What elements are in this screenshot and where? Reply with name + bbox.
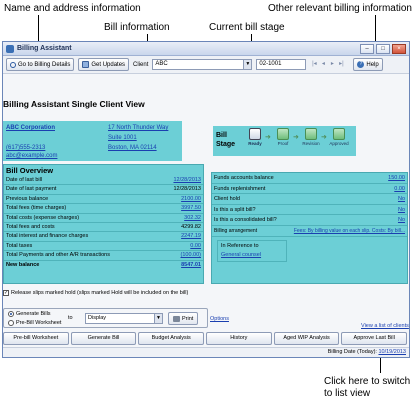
page-title: Billing Assistant Single Client View bbox=[3, 99, 145, 109]
row-value: 4299.82 bbox=[181, 223, 201, 230]
row-value-link[interactable]: 8547.01 bbox=[181, 261, 201, 268]
next-client-arrow-icon[interactable]: ▸ bbox=[330, 61, 334, 67]
row-label: Is this a split bill? bbox=[214, 206, 256, 213]
bill-stage-label-line1: Bill bbox=[216, 132, 227, 139]
row-label: Client hold bbox=[214, 196, 240, 203]
row-value-link[interactable]: Fees: By billing value on each slip. Costs: By bill... bbox=[293, 227, 405, 234]
table-row bbox=[4, 185, 203, 194]
billing-date-link[interactable]: 10/19/2013 bbox=[378, 349, 406, 355]
title-bar bbox=[3, 42, 409, 56]
reference-label: In Reference to bbox=[221, 243, 259, 249]
row-label: Total interest and finance charges bbox=[6, 233, 89, 240]
callout-bill-info: Bill information bbox=[104, 22, 170, 33]
stage-step-revision[interactable] bbox=[301, 128, 321, 146]
company-name-link[interactable]: ABC Corporation bbox=[6, 125, 55, 131]
maximize-button[interactable]: □ bbox=[376, 44, 390, 54]
row-value-link[interactable]: 12/28/2013 bbox=[173, 177, 201, 183]
update-icon bbox=[82, 61, 89, 68]
table-row bbox=[212, 194, 407, 205]
table-row bbox=[4, 176, 203, 185]
bill-stage-panel bbox=[213, 126, 356, 156]
table-row bbox=[4, 232, 203, 241]
release-hold-checkbox[interactable]: ✓ bbox=[4, 290, 9, 296]
table-row bbox=[4, 261, 203, 270]
table-row bbox=[4, 242, 203, 251]
status-bar bbox=[3, 347, 409, 357]
bill-overview-title: Bill Overview bbox=[6, 166, 54, 175]
stage-arrow-icon: ➜ bbox=[321, 134, 327, 141]
client-id-field[interactable]: 02-1001 bbox=[256, 59, 306, 70]
callout-switch-view-line2: to list view bbox=[324, 388, 371, 399]
go-to-billing-details-button[interactable] bbox=[6, 58, 74, 71]
history-button[interactable]: History bbox=[206, 332, 272, 345]
generate-bills-label: Generate Bills bbox=[16, 311, 51, 317]
previous-client-arrow-icon[interactable]: ◂ bbox=[321, 61, 325, 67]
view-list-of-clients-link[interactable]: View a list of clients bbox=[361, 323, 409, 329]
get-updates-label: Get Updates bbox=[91, 61, 126, 68]
help-button[interactable] bbox=[353, 58, 382, 71]
reference-box bbox=[217, 240, 287, 262]
row-value-link[interactable]: 0.00 bbox=[394, 185, 405, 192]
client-navigation bbox=[310, 60, 345, 69]
window-title: Billing Assistant bbox=[17, 45, 72, 52]
row-value-link[interactable]: 0.00 bbox=[190, 242, 201, 249]
row-value-link[interactable]: No bbox=[397, 206, 405, 213]
row-label: Total fees (time charges) bbox=[6, 205, 67, 212]
window-controls bbox=[360, 44, 406, 54]
table-row bbox=[212, 184, 407, 195]
print-button[interactable] bbox=[168, 312, 198, 325]
stage-step-revision-label: Revision bbox=[302, 141, 320, 146]
generate-bills-option[interactable] bbox=[8, 311, 51, 317]
table-row bbox=[4, 223, 203, 232]
approved-icon bbox=[333, 128, 345, 140]
row-value-link[interactable]: No bbox=[397, 196, 405, 203]
stage-step-approved[interactable] bbox=[329, 128, 349, 146]
city-link[interactable]: Boston, MA 02114 bbox=[108, 145, 157, 151]
row-label: Previous balance bbox=[6, 195, 49, 202]
table-row bbox=[212, 226, 407, 237]
callout-switch-view-line1: Click here to switch bbox=[324, 376, 411, 387]
generate-bill-button[interactable]: Generate Bill bbox=[71, 332, 137, 345]
release-hold-row bbox=[3, 290, 188, 296]
magnifier-icon bbox=[10, 62, 16, 68]
callout-other-billing: Other relevant billing information bbox=[268, 3, 412, 14]
action-bar bbox=[3, 332, 407, 345]
generate-options-box bbox=[3, 308, 208, 328]
help-label: Help bbox=[366, 61, 379, 68]
revision-icon bbox=[305, 128, 317, 140]
ready-icon bbox=[249, 128, 261, 140]
reference-link[interactable]: General counsel bbox=[221, 252, 262, 258]
row-label: Is this a consolidated bill? bbox=[214, 217, 277, 224]
go-to-billing-details-label: Go to Billing Details bbox=[18, 61, 71, 68]
phone-link[interactable]: (617)555-2313 bbox=[6, 145, 46, 151]
callout-current-stage: Current bill stage bbox=[209, 22, 285, 33]
close-button[interactable]: × bbox=[392, 44, 406, 54]
table-row bbox=[4, 204, 203, 213]
minimize-button[interactable]: – bbox=[360, 44, 374, 54]
generate-bills-radio[interactable] bbox=[8, 311, 14, 317]
row-value-link[interactable]: 150.00 bbox=[388, 175, 405, 181]
table-row bbox=[212, 215, 407, 226]
row-label: Total costs (expense charges) bbox=[6, 214, 80, 221]
table-row bbox=[212, 205, 407, 216]
output-destination-select[interactable] bbox=[85, 313, 163, 324]
billing-date-status bbox=[328, 349, 406, 355]
billing-date-label: Billing Date (Today): bbox=[327, 349, 377, 355]
bill-overview-panel bbox=[3, 164, 204, 284]
output-destination-value: Display bbox=[88, 315, 107, 321]
stage-step-proof-label: Proof bbox=[277, 141, 289, 146]
toolbar bbox=[3, 56, 409, 74]
stage-step-proof[interactable] bbox=[273, 128, 293, 146]
stage-step-ready[interactable] bbox=[245, 128, 265, 146]
bill-stage-label-line2: Stage bbox=[216, 141, 236, 148]
to-label: to bbox=[68, 315, 73, 321]
get-updates-button[interactable] bbox=[78, 58, 129, 71]
row-label: New balance bbox=[6, 261, 40, 268]
print-label: Print bbox=[182, 315, 194, 322]
client-select-value: ABC bbox=[155, 61, 168, 67]
address-panel bbox=[3, 121, 182, 161]
row-label: Total Payments and other A/R transactions bbox=[6, 252, 110, 259]
callout-name-address: Name and address information bbox=[4, 3, 141, 14]
table-row bbox=[4, 195, 203, 204]
row-value-link[interactable]: No bbox=[397, 217, 405, 224]
row-value-link[interactable]: 302.32 bbox=[184, 214, 201, 221]
release-hold-label: Release slips marked hold (slips marked Hold will be included on the bill) bbox=[11, 290, 189, 296]
chevron-down-icon: ▼ bbox=[243, 60, 251, 69]
email-link[interactable]: abc@example.com bbox=[6, 153, 58, 159]
row-label: Funds replenishment bbox=[214, 185, 266, 192]
table-row bbox=[4, 251, 203, 260]
other-billing-panel bbox=[211, 172, 408, 284]
printer-icon bbox=[173, 316, 180, 322]
row-label: Funds accounts balance bbox=[214, 175, 274, 181]
app-icon bbox=[6, 45, 14, 53]
bill-stage-label bbox=[216, 131, 244, 149]
aged-wip-analysis-button[interactable]: Aged WIP Analysis bbox=[274, 332, 340, 345]
last-client-arrow-icon[interactable]: ▸| bbox=[339, 61, 344, 67]
pre-bill-worksheet-button[interactable]: Pre-bill Worksheet bbox=[3, 332, 69, 345]
first-client-arrow-icon[interactable]: |◂ bbox=[312, 61, 317, 67]
street-link[interactable]: 17 North Thunder Way bbox=[108, 125, 169, 131]
help-icon: ? bbox=[357, 61, 364, 68]
stage-step-approved-label: Approved bbox=[329, 141, 349, 146]
client-select[interactable] bbox=[152, 59, 252, 70]
stage-arrow-icon: ➜ bbox=[265, 134, 271, 141]
chevron-down-icon: ▼ bbox=[154, 314, 162, 323]
row-label: Total taxes bbox=[6, 242, 33, 249]
options-link[interactable]: Options bbox=[210, 316, 229, 322]
row-label: Total fees and costs bbox=[6, 223, 55, 230]
table-row bbox=[4, 214, 203, 223]
row-value-link[interactable]: (100.00) bbox=[180, 252, 201, 259]
stage-step-ready-label: Ready bbox=[248, 141, 262, 146]
pre-bill-worksheet-radio[interactable] bbox=[8, 320, 14, 326]
row-value-link[interactable]: 2100.00 bbox=[181, 195, 201, 202]
row-value-link[interactable]: 2247.19 bbox=[181, 233, 201, 240]
row-label: Billing arrangement bbox=[214, 227, 258, 234]
row-value: 12/28/2013 bbox=[173, 186, 201, 193]
row-label: Date of last bill bbox=[6, 177, 43, 183]
budget-analysis-button[interactable]: Budget Analysis bbox=[138, 332, 204, 345]
approve-last-bill-button[interactable]: Approve Last Bill bbox=[341, 332, 407, 345]
suite-link[interactable]: Suite 1001 bbox=[108, 135, 137, 141]
row-value-link[interactable]: 3997.50 bbox=[181, 205, 201, 212]
table-row bbox=[212, 173, 407, 184]
pre-bill-worksheet-label: Pre-Bill Worksheet bbox=[16, 320, 62, 326]
stage-arrow-icon: ➜ bbox=[293, 134, 299, 141]
proof-icon bbox=[277, 128, 289, 140]
client-label: Client bbox=[133, 61, 149, 68]
row-label: Date of last payment bbox=[6, 186, 57, 193]
pre-bill-worksheet-option[interactable] bbox=[8, 320, 61, 326]
